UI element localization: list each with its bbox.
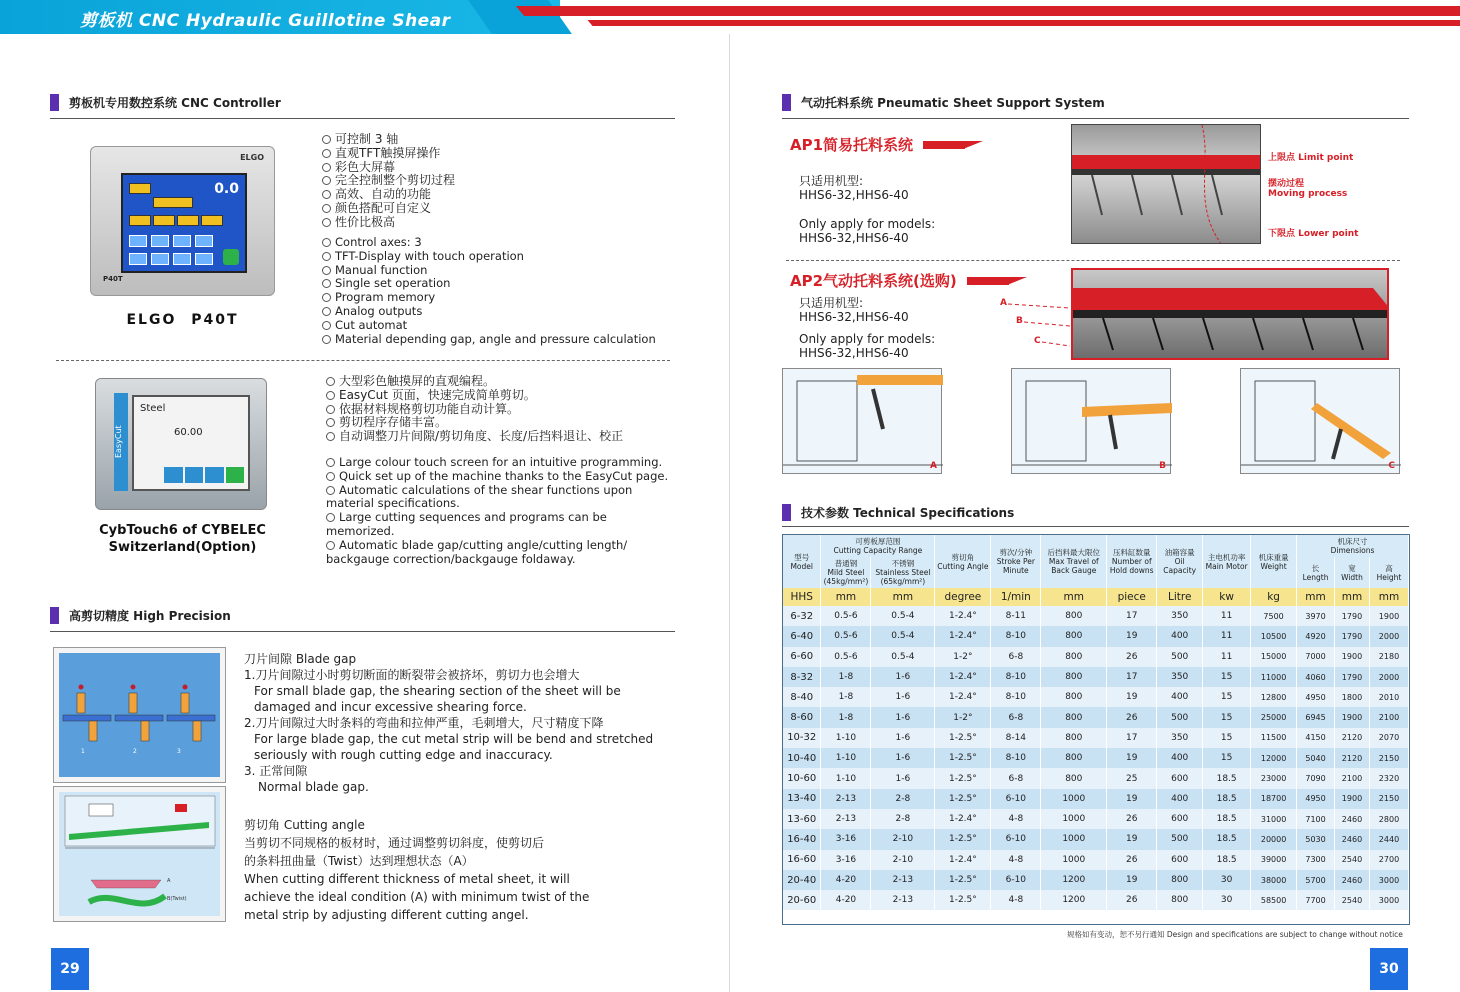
table-cell: 10500 bbox=[1251, 626, 1297, 646]
table-cell: 7300 bbox=[1297, 850, 1335, 870]
cnc-section-heading: 剪板机专用数控系统 CNC Controller bbox=[50, 94, 281, 111]
table-cell: 2540 bbox=[1335, 850, 1370, 870]
col-angle: 剪切角 Cutting Angle bbox=[935, 535, 991, 588]
units-row: HHS mm mm degree 1/min mm piece Litre kw kg mm mm mm bbox=[783, 588, 1409, 606]
table-cell: 12000 bbox=[1251, 748, 1297, 768]
ap2-models: 只适用机型: HHS6-32,HHS6-40 Only apply for models: HHS6-32,HHS6-40 bbox=[799, 296, 936, 360]
support-scheme-b: B bbox=[1011, 368, 1171, 474]
table-cell: 500 bbox=[1157, 647, 1203, 667]
table-cell: 26 bbox=[1107, 647, 1157, 667]
ap1-title: AP1简易托料系统 bbox=[790, 134, 983, 155]
table-cell: 800 bbox=[1041, 626, 1107, 646]
table-cell: 1790 bbox=[1335, 606, 1370, 626]
table-cell: 23000 bbox=[1251, 768, 1297, 788]
table-cell: 3000 bbox=[1369, 870, 1408, 890]
model-cell: 20-60 bbox=[783, 890, 821, 910]
table-cell: 1-2.5° bbox=[935, 728, 991, 748]
table-cell: 400 bbox=[1157, 748, 1203, 768]
svg-text:3: 3 bbox=[177, 748, 181, 755]
table-cell: 2010 bbox=[1369, 687, 1408, 707]
table-cell: 1790 bbox=[1335, 667, 1370, 687]
table-cell: 11500 bbox=[1251, 728, 1297, 748]
col-holddowns: 压料缸数量 Number of Hold downs bbox=[1107, 535, 1157, 588]
table-cell: 6-8 bbox=[991, 707, 1041, 727]
table-cell: 1-2° bbox=[935, 707, 991, 727]
table-cell: 2150 bbox=[1369, 789, 1408, 809]
ap2-photo bbox=[1071, 268, 1389, 360]
table-cell: 6-8 bbox=[991, 647, 1041, 667]
table-cell: 6-10 bbox=[991, 829, 1041, 849]
page-number-right: 30 bbox=[1370, 948, 1408, 990]
table-cell: 1-6 bbox=[871, 687, 935, 707]
table-cell: 800 bbox=[1157, 890, 1203, 910]
table-row bbox=[783, 647, 1409, 667]
table-cell: 8-10 bbox=[991, 748, 1041, 768]
ap1-photo bbox=[1071, 124, 1261, 244]
elgo-controller-image: ELGO 0.0 P40T bbox=[90, 146, 275, 296]
model-cell: 10-32 bbox=[783, 728, 821, 748]
table-cell: 18700 bbox=[1251, 789, 1297, 809]
table-row bbox=[783, 768, 1409, 788]
table-cell: 1-6 bbox=[871, 667, 935, 687]
table-cell: 4920 bbox=[1297, 626, 1335, 646]
elgo-caption: ELGO P40T bbox=[126, 312, 239, 328]
marker-leader-lines bbox=[1008, 300, 1072, 356]
table-row bbox=[783, 707, 1409, 727]
model-cell: 20-40 bbox=[783, 870, 821, 890]
table-cell: 1-2.5° bbox=[935, 829, 991, 849]
table-cell: 2700 bbox=[1369, 850, 1408, 870]
table-cell: 500 bbox=[1157, 707, 1203, 727]
table-row bbox=[783, 626, 1409, 646]
table-cell: 5040 bbox=[1297, 748, 1335, 768]
table-cell: 19 bbox=[1107, 789, 1157, 809]
table-cell: 15000 bbox=[1251, 647, 1297, 667]
cybelec-controller-image: EasyCut Steel 60.00 bbox=[95, 378, 267, 510]
table-row bbox=[783, 728, 1409, 748]
table-cell: 30 bbox=[1203, 890, 1251, 910]
table-cell: 26 bbox=[1107, 809, 1157, 829]
table-cell: 7090 bbox=[1297, 768, 1335, 788]
table-cell: 7500 bbox=[1251, 606, 1297, 626]
table-cell: 800 bbox=[1041, 707, 1107, 727]
table-cell: 1-2.4° bbox=[935, 809, 991, 829]
table-cell: 1790 bbox=[1335, 626, 1370, 646]
table-cell: 0.5-6 bbox=[821, 606, 871, 626]
col-length: 长 Length bbox=[1297, 557, 1335, 588]
table-cell: 350 bbox=[1157, 606, 1203, 626]
table-cell: 26 bbox=[1107, 890, 1157, 910]
col-oil: 油箱容量 Oil Capacity bbox=[1157, 535, 1203, 588]
page-number-left: 29 bbox=[51, 948, 89, 990]
cybelec-features-cn: 大型彩色触摸屏的直观编程。 EasyCut 页面，快速完成简单剪切。 依据材料规格剪切功能自动计算。 剪切程序存储丰富。 自动调整刀片间隙/剪切角度、长度/后挡料退让、校正 bbox=[326, 375, 623, 444]
table-cell: 2-10 bbox=[871, 850, 935, 870]
support-scheme-c: C bbox=[1240, 368, 1400, 474]
table-cell: 4-20 bbox=[821, 890, 871, 910]
limit-point-note: 上限点 Limit point bbox=[1268, 153, 1354, 163]
table-cell: 20000 bbox=[1251, 829, 1297, 849]
table-cell: 1-6 bbox=[871, 768, 935, 788]
ap1-models: 只适用机型: HHS6-32,HHS6-40 Only apply for models: HHS6-32,HHS6-40 bbox=[799, 174, 936, 245]
table-cell: 3970 bbox=[1297, 606, 1335, 626]
table-cell: 2-10 bbox=[871, 829, 935, 849]
table-cell: 800 bbox=[1041, 768, 1107, 788]
table-row bbox=[783, 606, 1409, 626]
col-stainless: 不锈钢 Stainless Steel (65kg/mm²) bbox=[871, 557, 935, 588]
table-cell: 18.5 bbox=[1203, 809, 1251, 829]
ap2-title: AP2气动托料系统(选购) bbox=[790, 270, 1027, 291]
col-backgauge: 后挡料最大限位 Max Travel of Back Gauge bbox=[1041, 535, 1107, 588]
table-cell: 8-11 bbox=[991, 606, 1041, 626]
table-cell: 7100 bbox=[1297, 809, 1335, 829]
table-cell: 1-2.4° bbox=[935, 667, 991, 687]
elgo-features-en: Control axes: 3 TFT-Display with touch operation Manual function Single set operation Program memory Analog outputs Cut automat Material depending gap, angle and pressure calculation bbox=[322, 236, 656, 346]
col-model: 型号 Model bbox=[783, 535, 821, 588]
cybelec-screen: Steel 60.00 bbox=[132, 395, 250, 491]
table-row bbox=[783, 687, 1409, 707]
table-cell: 1900 bbox=[1335, 647, 1370, 667]
table-cell: 4950 bbox=[1297, 687, 1335, 707]
model-cell: 8-60 bbox=[783, 707, 821, 727]
table-cell: 0.5-6 bbox=[821, 647, 871, 667]
table-cell: 1-8 bbox=[821, 707, 871, 727]
table-cell: 25000 bbox=[1251, 707, 1297, 727]
table-cell: 1200 bbox=[1041, 870, 1107, 890]
table-cell: 17 bbox=[1107, 606, 1157, 626]
table-cell: 25 bbox=[1107, 768, 1157, 788]
model-cell: 16-60 bbox=[783, 850, 821, 870]
table-cell: 2-13 bbox=[821, 809, 871, 829]
table-cell: 2800 bbox=[1369, 809, 1408, 829]
table-cell: 1-2.5° bbox=[935, 890, 991, 910]
table-cell: 7000 bbox=[1297, 647, 1335, 667]
table-cell: 1-2° bbox=[935, 647, 991, 667]
elgo-features-cn: 可控制 3 轴 直观TFT触摸屏操作 彩色大屏幕 完全控制整个剪切过程 高效、自动的功能 颜色搭配可自定义 性价比极高 bbox=[322, 133, 455, 230]
table-cell: 1000 bbox=[1041, 850, 1107, 870]
spec-footnote: 规格如有变动，恕不另行通知 Design and specifications are subject to change without notice bbox=[1067, 930, 1403, 939]
table-row bbox=[783, 789, 1409, 809]
table-row bbox=[783, 850, 1409, 870]
blade-gap-diagram bbox=[53, 647, 226, 783]
table-cell: 2070 bbox=[1369, 728, 1408, 748]
table-cell: 800 bbox=[1041, 667, 1107, 687]
section-divider bbox=[786, 260, 1400, 261]
table-cell: 19 bbox=[1107, 748, 1157, 768]
section-rule bbox=[50, 118, 675, 119]
table-cell: 2180 bbox=[1369, 647, 1408, 667]
table-cell: 600 bbox=[1157, 850, 1203, 870]
table-cell: 1800 bbox=[1335, 687, 1370, 707]
table-cell: 800 bbox=[1041, 606, 1107, 626]
table-cell: 19 bbox=[1107, 870, 1157, 890]
model-cell: 13-60 bbox=[783, 809, 821, 829]
table-cell: 18.5 bbox=[1203, 829, 1251, 849]
table-cell: 1900 bbox=[1335, 789, 1370, 809]
table-row bbox=[783, 748, 1409, 768]
table-cell: 7700 bbox=[1297, 890, 1335, 910]
table-cell: 2000 bbox=[1369, 667, 1408, 687]
section-marker bbox=[50, 94, 59, 111]
table-cell: 8-10 bbox=[991, 626, 1041, 646]
table-cell: 3-16 bbox=[821, 850, 871, 870]
section-rule bbox=[782, 526, 1409, 527]
col-width: 宽 Width bbox=[1335, 557, 1370, 588]
marker-b: B bbox=[1016, 316, 1023, 326]
table-cell: 600 bbox=[1157, 809, 1203, 829]
spec-table bbox=[783, 535, 1409, 910]
table-row bbox=[783, 829, 1409, 849]
section-rule bbox=[50, 631, 675, 632]
specs-section-heading: 技术参数 Technical Specifications bbox=[782, 504, 1014, 521]
col-motor: 主电机功率 Main Motor bbox=[1203, 535, 1251, 588]
table-cell: 2-8 bbox=[871, 789, 935, 809]
table-cell: 6-10 bbox=[991, 870, 1041, 890]
cybelec-caption: CybTouch6 of CYBELEC Switzerland(Option) bbox=[99, 523, 266, 555]
table-cell: 4-8 bbox=[991, 809, 1041, 829]
table-row bbox=[783, 890, 1409, 910]
col-dimensions: 机床尺寸 Dimensions bbox=[1297, 535, 1409, 557]
table-cell: 2320 bbox=[1369, 768, 1408, 788]
table-cell: 58500 bbox=[1251, 890, 1297, 910]
table-cell: 17 bbox=[1107, 667, 1157, 687]
table-cell: 15 bbox=[1203, 728, 1251, 748]
lower-point-note: 下限点 Lower point bbox=[1268, 229, 1359, 239]
table-cell: 600 bbox=[1157, 768, 1203, 788]
table-cell: 4-8 bbox=[991, 850, 1041, 870]
col-weight: 机床重量 Weight bbox=[1251, 535, 1297, 588]
table-cell: 26 bbox=[1107, 707, 1157, 727]
cybelec-features-en: Large colour touch screen for an intuitive programming. Quick set up of the machine thanks to the EasyCut page. Automatic calculations of the shear functions upon material specifications. Large cutting sequences and programs can be memorized. Automatic blade gap/cutting angle/cutting length/ backgauge correction/backgauge foldaway. bbox=[326, 455, 669, 566]
table-cell: 1-10 bbox=[821, 768, 871, 788]
marker-c: C bbox=[1034, 336, 1041, 346]
precision-section-heading: 高剪切精度 High Precision bbox=[50, 607, 231, 624]
table-row bbox=[783, 809, 1409, 829]
section-rule bbox=[782, 118, 1409, 119]
section-marker bbox=[782, 504, 791, 521]
svg-text:B(Twist): B(Twist) bbox=[167, 896, 187, 902]
table-cell: 12800 bbox=[1251, 687, 1297, 707]
table-cell: 15 bbox=[1203, 667, 1251, 687]
table-cell: 1000 bbox=[1041, 809, 1107, 829]
table-cell: 2-13 bbox=[871, 890, 935, 910]
title-stripes-icon bbox=[967, 277, 1027, 285]
table-cell: 6-8 bbox=[991, 768, 1041, 788]
table-cell: 400 bbox=[1157, 687, 1203, 707]
header-title: 剪板机 CNC Hydraulic Guillotine Shear bbox=[80, 11, 451, 31]
table-cell: 11 bbox=[1203, 647, 1251, 667]
table-cell: 18.5 bbox=[1203, 768, 1251, 788]
table-cell: 2440 bbox=[1369, 829, 1408, 849]
table-cell: 1-6 bbox=[871, 728, 935, 748]
table-cell: 6-10 bbox=[991, 789, 1041, 809]
table-cell: 3-16 bbox=[821, 829, 871, 849]
model-cell: 13-40 bbox=[783, 789, 821, 809]
table-cell: 1-2.5° bbox=[935, 768, 991, 788]
table-cell: 5700 bbox=[1297, 870, 1335, 890]
table-cell: 350 bbox=[1157, 667, 1203, 687]
table-cell: 2460 bbox=[1335, 870, 1370, 890]
table-cell: 1000 bbox=[1041, 829, 1107, 849]
support-scheme-a: A bbox=[782, 368, 942, 474]
table-cell: 11 bbox=[1203, 626, 1251, 646]
page-spine bbox=[729, 34, 730, 992]
svg-text:A: A bbox=[167, 878, 171, 884]
table-cell: 1900 bbox=[1369, 606, 1408, 626]
table-row bbox=[783, 667, 1409, 687]
model-cell: 8-32 bbox=[783, 667, 821, 687]
marker-a: A bbox=[1000, 298, 1007, 308]
section-marker bbox=[782, 94, 791, 111]
table-cell: 1900 bbox=[1335, 707, 1370, 727]
table-cell: 500 bbox=[1157, 829, 1203, 849]
table-cell: 1-2.5° bbox=[935, 789, 991, 809]
model-cell: 6-32 bbox=[783, 606, 821, 626]
table-cell: 26 bbox=[1107, 850, 1157, 870]
table-cell: 4150 bbox=[1297, 728, 1335, 748]
table-cell: 19 bbox=[1107, 626, 1157, 646]
model-cell: 6-40 bbox=[783, 626, 821, 646]
table-cell: 1-6 bbox=[871, 707, 935, 727]
table-cell: 1-2.5° bbox=[935, 870, 991, 890]
table-cell: 2120 bbox=[1335, 748, 1370, 768]
table-cell: 6945 bbox=[1297, 707, 1335, 727]
table-cell: 38000 bbox=[1251, 870, 1297, 890]
model-cell: 10-40 bbox=[783, 748, 821, 768]
elgo-screen: 0.0 bbox=[121, 173, 247, 273]
table-cell: 1-10 bbox=[821, 728, 871, 748]
table-cell: 0.5-6 bbox=[821, 626, 871, 646]
model-cell: 10-60 bbox=[783, 768, 821, 788]
table-cell: 3000 bbox=[1369, 890, 1408, 910]
table-cell: 1-2.4° bbox=[935, 626, 991, 646]
header-banner bbox=[0, 0, 1460, 34]
model-cell: 8-40 bbox=[783, 687, 821, 707]
model-cell: 16-40 bbox=[783, 829, 821, 849]
table-cell: 8-14 bbox=[991, 728, 1041, 748]
table-cell: 2150 bbox=[1369, 748, 1408, 768]
blade-gap-text: 刀片间隙 Blade gap 1.刀片间隙过小时剪切断面的断裂带会被挤坏，剪切力也会增大 For small blade gap, the shearing section of the sheet will be damaged and incur excessive shearing force. 2.刀片间隙过大时条料的弯曲和拉伸严重，毛刺增大，尺寸精度下降 For large blade gap, the cut metal strip will be bend and stretched seriously with rough cutting edge and inaccuracy. 3. 正常间隙 Normal blade gap. bbox=[244, 652, 654, 794]
model-cell: 6-60 bbox=[783, 647, 821, 667]
table-cell: 1-2.4° bbox=[935, 850, 991, 870]
col-stroke: 剪次/分钟 Stroke Per Minute bbox=[991, 535, 1041, 588]
table-cell: 18.5 bbox=[1203, 789, 1251, 809]
title-stripes-icon bbox=[923, 141, 983, 149]
col-capacity: 可剪板厚范围 Cutting Capacity Range bbox=[821, 535, 935, 557]
table-cell: 2-13 bbox=[871, 870, 935, 890]
table-cell: 350 bbox=[1157, 728, 1203, 748]
table-cell: 15 bbox=[1203, 748, 1251, 768]
table-cell: 0.5-4 bbox=[871, 647, 935, 667]
table-cell: 15 bbox=[1203, 687, 1251, 707]
col-mild-steel: 普通钢 Mild Steel (45kg/mm²) bbox=[821, 557, 871, 588]
moving-process-note: 摆动过程 Moving process bbox=[1268, 179, 1348, 199]
table-cell: 30 bbox=[1203, 870, 1251, 890]
table-cell: 18.5 bbox=[1203, 850, 1251, 870]
col-height: 高 Height bbox=[1369, 557, 1408, 588]
table-cell: 800 bbox=[1157, 870, 1203, 890]
table-cell: 400 bbox=[1157, 789, 1203, 809]
table-cell: 4060 bbox=[1297, 667, 1335, 687]
table-row bbox=[783, 870, 1409, 890]
table-cell: 800 bbox=[1041, 748, 1107, 768]
table-cell: 1-2.4° bbox=[935, 687, 991, 707]
table-cell: 11 bbox=[1203, 606, 1251, 626]
table-cell: 1000 bbox=[1041, 789, 1107, 809]
table-cell: 1-2.5° bbox=[935, 748, 991, 768]
svg-text:1: 1 bbox=[81, 748, 85, 755]
table-cell: 1-8 bbox=[821, 687, 871, 707]
table-cell: 1-6 bbox=[871, 748, 935, 768]
table-cell: 1-2.4° bbox=[935, 606, 991, 626]
table-cell: 2460 bbox=[1335, 809, 1370, 829]
table-cell: 0.5-4 bbox=[871, 606, 935, 626]
table-cell: 8-10 bbox=[991, 687, 1041, 707]
table-cell: 4-8 bbox=[991, 890, 1041, 910]
section-marker bbox=[50, 607, 59, 624]
table-cell: 31000 bbox=[1251, 809, 1297, 829]
table-cell: 5030 bbox=[1297, 829, 1335, 849]
table-cell: 19 bbox=[1107, 687, 1157, 707]
table-cell: 2540 bbox=[1335, 890, 1370, 910]
table-cell: 17 bbox=[1107, 728, 1157, 748]
table-cell: 800 bbox=[1041, 687, 1107, 707]
cutting-angle-diagram bbox=[53, 786, 226, 922]
pneumatic-section-heading: 气动托料系统 Pneumatic Sheet Support System bbox=[782, 94, 1105, 111]
table-cell: 2100 bbox=[1369, 707, 1408, 727]
table-cell: 2120 bbox=[1335, 728, 1370, 748]
table-cell: 800 bbox=[1041, 647, 1107, 667]
table-cell: 8-10 bbox=[991, 667, 1041, 687]
table-cell: 4-20 bbox=[821, 870, 871, 890]
table-cell: 400 bbox=[1157, 626, 1203, 646]
table-cell: 15 bbox=[1203, 707, 1251, 727]
table-cell: 1-10 bbox=[821, 748, 871, 768]
table-cell: 4950 bbox=[1297, 789, 1335, 809]
table-cell: 2460 bbox=[1335, 829, 1370, 849]
table-cell: 2-8 bbox=[871, 809, 935, 829]
table-cell: 800 bbox=[1041, 728, 1107, 748]
section-divider bbox=[56, 360, 670, 361]
svg-text:2: 2 bbox=[133, 748, 137, 755]
table-cell: 2-13 bbox=[821, 789, 871, 809]
table-cell: 11000 bbox=[1251, 667, 1297, 687]
table-cell: 39000 bbox=[1251, 850, 1297, 870]
table-cell: 0.5-4 bbox=[871, 626, 935, 646]
table-cell: 1-8 bbox=[821, 667, 871, 687]
table-cell: 1200 bbox=[1041, 890, 1107, 910]
cutting-angle-text: 剪切角 Cutting angle 当剪切不同规格的板材时，通过调整剪切斜度，使剪切后 的条料扭曲量（Twist）达到理想状态（A） When cutting different thickness of metal sheet, it will achieve the ideal condition (A) with minimum twist of the metal strip by adjusting different cutting angel. bbox=[244, 818, 590, 922]
table-cell: 2000 bbox=[1369, 626, 1408, 646]
table-cell: 19 bbox=[1107, 829, 1157, 849]
table-cell: 2100 bbox=[1335, 768, 1370, 788]
